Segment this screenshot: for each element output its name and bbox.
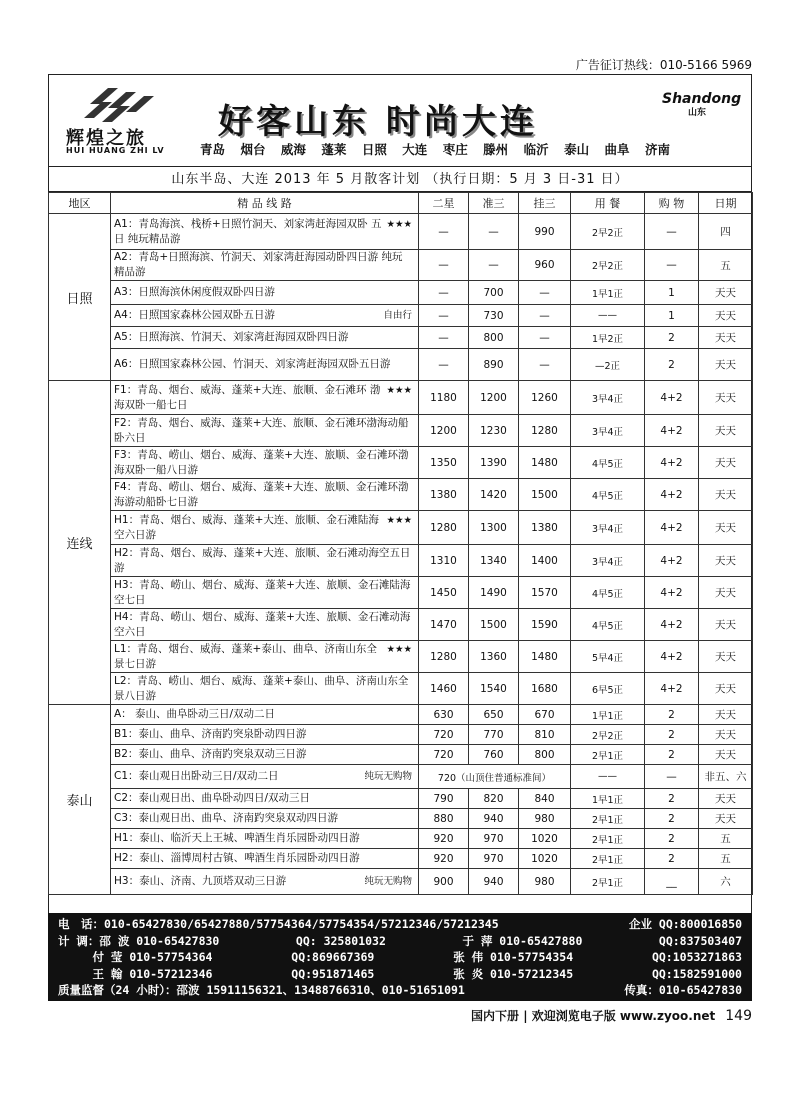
city-name: 日照 (361, 142, 387, 157)
table-row (49, 789, 753, 809)
region-cell: 连线 (49, 381, 111, 705)
meals-cell: 2早1正 (571, 869, 645, 895)
date-cell: 天天 (699, 479, 753, 511)
plan-title: 山东半岛、大连 2013 年 5 月散客计划 （执行日期：5 月 3 日-31 日） (48, 166, 752, 192)
shopping-cell: 1 (645, 305, 699, 327)
contact-field: QQ:869667369 (291, 950, 375, 964)
date-cell: 非五、六 (699, 765, 753, 789)
price-three-star: 1480 (519, 447, 571, 479)
price-three-star: 1570 (519, 577, 571, 609)
column-header: 用 餐 (571, 193, 645, 214)
date-cell: 天天 (699, 789, 753, 809)
column-header: 精 品 线 路 (111, 193, 419, 214)
route-note: ★★★ (386, 643, 412, 655)
date-cell: 天天 (699, 609, 753, 641)
footer-phones-row (58, 916, 742, 933)
contact-field: 于 萍 010-65427880 (462, 933, 583, 948)
date-cell: 天天 (699, 809, 753, 829)
table-row (49, 849, 753, 869)
price-quasi-three: 1500 (469, 609, 519, 641)
price-three-star: 1280 (519, 415, 571, 447)
table-row (49, 381, 753, 415)
route-text: H3：青岛、崂山、烟台、威海、蓬莱+大连、旅顺、金石滩陆海空七日 (114, 578, 411, 606)
price-two-star: 1200 (419, 415, 469, 447)
price-three-star: 1500 (519, 479, 571, 511)
table-row (49, 829, 753, 849)
route-cell (111, 281, 419, 305)
price-three-star: 1590 (519, 609, 571, 641)
shopping-cell: — (645, 250, 699, 281)
shopping-cell: 2 (645, 809, 699, 829)
route-text: L1：青岛、烟台、威海、蓬莱+泰山、曲阜、济南山东全景七日游 (114, 642, 377, 670)
shopping-cell: 2 (645, 789, 699, 809)
table-row (49, 447, 753, 479)
price-two-star: 1380 (419, 479, 469, 511)
meals-cell: 3早4正 (571, 415, 645, 447)
date-cell: 天天 (699, 281, 753, 305)
contact-field: 计 调：邵 波 010-65427830 (58, 933, 220, 948)
city-name: 临沂 (523, 142, 549, 157)
ad-hotline: 广告征订热线：010-5166 5969 (575, 58, 752, 72)
date-cell: 天天 (699, 511, 753, 545)
price-two-star: 630 (419, 705, 469, 725)
column-header: 二星 (419, 193, 469, 214)
route-text: C2：泰山观日出、曲阜卧动四日/双动三日 (114, 792, 311, 804)
price-three-star: 1260 (519, 381, 571, 415)
route-text: A： 泰山、曲阜卧动三日/双动二日 (114, 708, 276, 720)
price-two-star: 1310 (419, 545, 469, 577)
table-row (49, 327, 753, 349)
route-cell (111, 447, 419, 479)
slogan: 好客山东 时尚大连 (218, 102, 538, 142)
meals-cell: 2早2正 (571, 214, 645, 250)
meals-cell: 4早5正 (571, 577, 645, 609)
shopping-cell: 2 (645, 745, 699, 765)
price-quasi-three: 1420 (469, 479, 519, 511)
price-two-star: 920 (419, 829, 469, 849)
quality-supervision: 质量监督（24 小时）：邵波 15911156321、13488766310、010-51651091 (58, 983, 465, 997)
meals-cell: 2早1正 (571, 849, 645, 869)
route-cell (111, 349, 419, 381)
route-note: 纯玩无购物 (364, 771, 412, 782)
route-text: H1：青岛、烟台、威海、蓬莱+大连、旅顺、金石滩陆海空六日游 (114, 513, 379, 541)
price-quasi-three: — (469, 214, 519, 250)
city-name: 青岛 (200, 142, 226, 157)
route-cell (111, 415, 419, 447)
price-two-star: 1450 (419, 577, 469, 609)
price-two-star: 720 (419, 725, 469, 745)
table-row (49, 479, 753, 511)
route-cell (111, 641, 419, 673)
price-two-star: 1470 (419, 609, 469, 641)
price-two-star: 900 (419, 869, 469, 895)
route-cell (111, 829, 419, 849)
route-text: H3：泰山、济南、九顶塔双动三日游 (114, 875, 287, 887)
shopping-cell: — (645, 765, 699, 789)
route-text: F2：青岛、烟台、威海、蓬莱+大连、旅顺、金石滩环渤海动船卧六日 (114, 416, 409, 444)
shopping-cell: — (645, 214, 699, 250)
shopping-cell: __ (645, 869, 699, 895)
footer-text: 国内下册 | 欢迎浏览电子版 www.zyoo.net (471, 1009, 716, 1023)
price-three-star: 670 (519, 705, 571, 725)
date-cell: 天天 (699, 545, 753, 577)
meals-cell: 2早1正 (571, 745, 645, 765)
route-text: H2：泰山、淄博周村古镇、啤酒生肖乐园卧动四日游 (114, 852, 360, 864)
date-cell: 天天 (699, 415, 753, 447)
table-row (49, 705, 753, 725)
contacts (58, 933, 742, 983)
price-two-star: 1350 (419, 447, 469, 479)
meals-cell: 6早5正 (571, 673, 645, 705)
shopping-cell: 4+2 (645, 641, 699, 673)
table-row (49, 765, 753, 789)
price-three-star: 980 (519, 869, 571, 895)
price-quasi-three: 650 (469, 705, 519, 725)
meals-cell: —— (571, 765, 645, 789)
table-row (49, 869, 753, 895)
date-cell: 天天 (699, 577, 753, 609)
price-quasi-three: 800 (469, 327, 519, 349)
city-name: 曲阜 (604, 142, 630, 157)
city-name: 枣庄 (442, 142, 468, 157)
header (48, 74, 752, 166)
route-cell (111, 214, 419, 250)
company-qq: 企业 QQ:800016850 (628, 917, 742, 931)
meals-cell: 2早2正 (571, 250, 645, 281)
meals-cell: 5早4正 (571, 641, 645, 673)
city-name: 济南 (644, 142, 670, 157)
shopping-cell: 2 (645, 349, 699, 381)
route-text: A5：日照海滨、竹洞天、刘家湾赶海园双卧四日游 (114, 331, 349, 343)
route-cell (111, 511, 419, 545)
route-text: B1：泰山、曲阜、济南趵突泉卧动四日游 (114, 728, 307, 740)
price-three-star: — (519, 305, 571, 327)
table-row (49, 673, 753, 705)
route-note: 自由行 (383, 310, 412, 321)
shopping-cell: 2 (645, 849, 699, 869)
route-text: B2：泰山、曲阜、济南趵突泉双动三日游 (114, 748, 307, 760)
meals-cell: —2正 (571, 349, 645, 381)
meals-cell: 1早2正 (571, 327, 645, 349)
date-cell: 五 (699, 250, 753, 281)
price-three-star: 800 (519, 745, 571, 765)
price-quasi-three: 760 (469, 745, 519, 765)
footer-supervision-row (58, 982, 742, 999)
contact-row (58, 966, 742, 983)
route-text: A3：日照海滨休闲度假双卧四日游 (114, 286, 275, 298)
schedule-table (48, 192, 753, 895)
price-three-star: 960 (519, 250, 571, 281)
contact-field: QQ: 325801032 (295, 933, 386, 948)
shandong-logo-sub: 山东 (687, 108, 706, 118)
column-header: 购 物 (645, 193, 699, 214)
price-quasi-three: — (469, 250, 519, 281)
price-quasi-three: 770 (469, 725, 519, 745)
table-row (49, 545, 753, 577)
shandong-logo-text: Shandong (662, 91, 742, 107)
shopping-cell: 2 (645, 327, 699, 349)
meals-cell: 3早4正 (571, 545, 645, 577)
price-quasi-three: 940 (469, 809, 519, 829)
table-row (49, 745, 753, 765)
price-three-star: — (519, 281, 571, 305)
contact-field: 王 翰 010-57212346 (58, 966, 213, 981)
price-quasi-three: 730 (469, 305, 519, 327)
price-two-star: 1460 (419, 673, 469, 705)
price-quasi-three: 700 (469, 281, 519, 305)
contact-footer (48, 913, 752, 1001)
date-cell: 天天 (699, 305, 753, 327)
route-cell (111, 479, 419, 511)
route-cell (111, 765, 419, 789)
meals-cell: 4早5正 (571, 447, 645, 479)
date-cell: 四 (699, 214, 753, 250)
price-two-star: 880 (419, 809, 469, 829)
page-number: 149 (725, 1008, 752, 1024)
price-two-star: 920 (419, 849, 469, 869)
route-cell (111, 305, 419, 327)
price-two-star: — (419, 327, 469, 349)
column-header: 日期 (699, 193, 753, 214)
meals-cell: 4早5正 (571, 609, 645, 641)
city-name: 大连 (402, 142, 428, 157)
city-name: 威海 (280, 142, 306, 157)
column-header: 挂三 (519, 193, 571, 214)
price-two-star: 790 (419, 789, 469, 809)
contact-field: 张 炎 010-57212345 (453, 966, 574, 981)
price-quasi-three: 970 (469, 829, 519, 849)
date-cell: 天天 (699, 381, 753, 415)
price-two-star: 720 (419, 745, 469, 765)
price-three-star: 1400 (519, 545, 571, 577)
price-quasi-three: 940 (469, 869, 519, 895)
route-cell (111, 869, 419, 895)
route-cell (111, 250, 419, 281)
contact-field: QQ:1582591000 (651, 966, 742, 981)
route-text: F1：青岛、烟台、威海、蓬莱+大连、旅顺、金石滩环 渤海双卧一船七日 (114, 383, 381, 411)
table-row (49, 281, 753, 305)
column-header: 准三 (469, 193, 519, 214)
route-cell (111, 609, 419, 641)
shopping-cell: 4+2 (645, 479, 699, 511)
date-cell: 天天 (699, 725, 753, 745)
price-quasi-three: 890 (469, 349, 519, 381)
route-cell (111, 673, 419, 705)
price-three-star: 1020 (519, 849, 571, 869)
price-quasi-three: 1540 (469, 673, 519, 705)
price-two-star: — (419, 214, 469, 250)
price-two-star: 1280 (419, 641, 469, 673)
contact-field: 张 伟 010-57754354 (453, 950, 574, 964)
contact-row (58, 933, 742, 950)
logo-english: HUI HUANG ZHI LV (66, 146, 165, 155)
date-cell: 六 (699, 869, 753, 895)
route-text: H4：青岛、崂山、烟台、威海、蓬莱+大连、旅顺、金石滩动海空六日 (114, 610, 411, 638)
shopping-cell: 4+2 (645, 381, 699, 415)
table-row (49, 349, 753, 381)
contact-field: 付 莹 010-57754364 (58, 950, 213, 964)
meals-cell: 4早5正 (571, 479, 645, 511)
table-row (49, 725, 753, 745)
route-cell (111, 705, 419, 725)
route-text: H2：青岛、烟台、威海、蓬莱+大连、旅顺、金石滩动海空五日游 (114, 546, 411, 574)
hui-huang-logo-icon (80, 84, 160, 124)
route-text: A4：日照国家森林公园双卧五日游 (114, 309, 275, 321)
price-two-star: 1180 (419, 381, 469, 415)
price-three-star: 1020 (519, 829, 571, 849)
date-cell: 天天 (699, 641, 753, 673)
price-quasi-three: 1200 (469, 381, 519, 415)
page-footer (471, 1007, 752, 1024)
route-cell (111, 745, 419, 765)
route-note: 纯玩无购物 (364, 876, 412, 887)
shopping-cell: 2 (645, 705, 699, 725)
meals-cell: 3早4正 (571, 381, 645, 415)
shopping-cell: 2 (645, 829, 699, 849)
price-two-star: — (419, 305, 469, 327)
contact-field: QQ:951871465 (291, 966, 375, 981)
date-cell: 天天 (699, 447, 753, 479)
table-row (49, 609, 753, 641)
route-text: C3：泰山观日出、曲阜、济南趵突泉双动四日游 (114, 812, 339, 824)
shopping-cell: 2 (645, 725, 699, 745)
phone-numbers: 电 话：010-65427830/65427880/57754364/57754354/57212346/57212345 (58, 917, 499, 931)
route-text: F3：青岛、崂山、烟台、威海、蓬莱+大连、旅顺、金石滩环渤海双卧一船八日游 (114, 448, 409, 476)
price-two-star: — (419, 281, 469, 305)
date-cell: 天天 (699, 705, 753, 725)
region-cell: 泰山 (49, 705, 111, 895)
date-cell: 天天 (699, 327, 753, 349)
city-name: 泰山 (564, 142, 590, 157)
contact-field: QQ:1053271863 (651, 950, 742, 964)
price-two-star: — (419, 349, 469, 381)
meals-cell: 1早1正 (571, 281, 645, 305)
price-three-star: 980 (519, 809, 571, 829)
price-quasi-three: 970 (469, 849, 519, 869)
route-text: A2：青岛+日照海滨、竹洞天、刘家湾赶海园动卧四日游 纯玩精品游 (114, 251, 403, 278)
table-row (49, 250, 753, 281)
table-row (49, 809, 753, 829)
route-text: A6：日照国家森林公园、竹洞天、刘家湾赶海园双卧五日游 (114, 358, 391, 370)
meals-cell: 2早2正 (571, 725, 645, 745)
price-quasi-three: 1390 (469, 447, 519, 479)
fax-number: 传真：010-65427830 (624, 983, 742, 997)
route-text: C1：泰山观日出卧动三日/双动二日 (114, 770, 279, 782)
route-cell (111, 327, 419, 349)
table-row (49, 305, 753, 327)
city-list (200, 140, 670, 158)
meals-cell: 3早4正 (571, 511, 645, 545)
column-header: 地区 (49, 193, 111, 214)
city-name: 滕州 (483, 142, 509, 157)
route-cell (111, 381, 419, 415)
route-cell (111, 849, 419, 869)
date-cell: 五 (699, 849, 753, 869)
date-cell: 天天 (699, 349, 753, 381)
route-note: ★★★ (386, 384, 412, 396)
shandong-logo (662, 91, 742, 120)
price-two-star: — (419, 250, 469, 281)
meals-cell: 1早1正 (571, 789, 645, 809)
meals-cell: —— (571, 305, 645, 327)
meals-cell: 1早1正 (571, 705, 645, 725)
table-row (49, 641, 753, 673)
route-note: ★★★ (386, 218, 412, 230)
route-cell (111, 545, 419, 577)
table-row (49, 511, 753, 545)
price-quasi-three: 1340 (469, 545, 519, 577)
shopping-cell: 1 (645, 281, 699, 305)
route-cell (111, 789, 419, 809)
meals-cell: 2早1正 (571, 809, 645, 829)
route-cell (111, 577, 419, 609)
price-quasi-three: 1230 (469, 415, 519, 447)
route-note: ★★★ (386, 514, 412, 526)
region-cell: 日照 (49, 214, 111, 381)
shopping-cell: 4+2 (645, 511, 699, 545)
price-three-star: — (519, 327, 571, 349)
price-quasi-three: 1300 (469, 511, 519, 545)
price-quasi-three: 1490 (469, 577, 519, 609)
price-three-star: 810 (519, 725, 571, 745)
date-cell: 天天 (699, 673, 753, 705)
shopping-cell: 4+2 (645, 545, 699, 577)
price-three-star: 840 (519, 789, 571, 809)
shopping-cell: 4+2 (645, 415, 699, 447)
shopping-cell: 4+2 (645, 673, 699, 705)
route-cell (111, 809, 419, 829)
table-row (49, 214, 753, 250)
price-quasi-three: 1360 (469, 641, 519, 673)
city-name: 蓬莱 (321, 142, 347, 157)
date-cell: 天天 (699, 745, 753, 765)
table-row (49, 415, 753, 447)
route-text: L2：青岛、崂山、烟台、威海、蓬莱+泰山、曲阜、济南山东全景八日游 (114, 674, 409, 702)
logo-chinese: 辉煌之旅 (66, 128, 146, 149)
price-merged: 720（山顶住普通标准间） (419, 765, 571, 789)
price-two-star: 1280 (419, 511, 469, 545)
price-three-star: 1680 (519, 673, 571, 705)
table-header-row (49, 193, 753, 214)
date-cell: 五 (699, 829, 753, 849)
price-three-star: 1480 (519, 641, 571, 673)
price-three-star: 1380 (519, 511, 571, 545)
contact-field: QQ:837503407 (658, 933, 742, 948)
route-cell (111, 725, 419, 745)
shopping-cell: 4+2 (645, 577, 699, 609)
route-text: H1：泰山、临沂天上王城、啤酒生肖乐园卧动四日游 (114, 832, 360, 844)
meals-cell: 2早1正 (571, 829, 645, 849)
route-text: A1：青岛海滨、栈桥+日照竹洞天、刘家湾赶海园双卧 五日 纯玩精品游 (114, 217, 382, 245)
table-row (49, 577, 753, 609)
price-quasi-three: 820 (469, 789, 519, 809)
contact-row (58, 949, 742, 966)
city-name: 烟台 (240, 142, 266, 157)
route-text: F4：青岛、崂山、烟台、威海、蓬莱+大连、旅顺、金石滩环渤海游动船卧七日游 (114, 480, 409, 508)
price-three-star: 990 (519, 214, 571, 250)
table-body (49, 214, 753, 895)
shopping-cell: 4+2 (645, 609, 699, 641)
shopping-cell: 4+2 (645, 447, 699, 479)
price-three-star: — (519, 349, 571, 381)
